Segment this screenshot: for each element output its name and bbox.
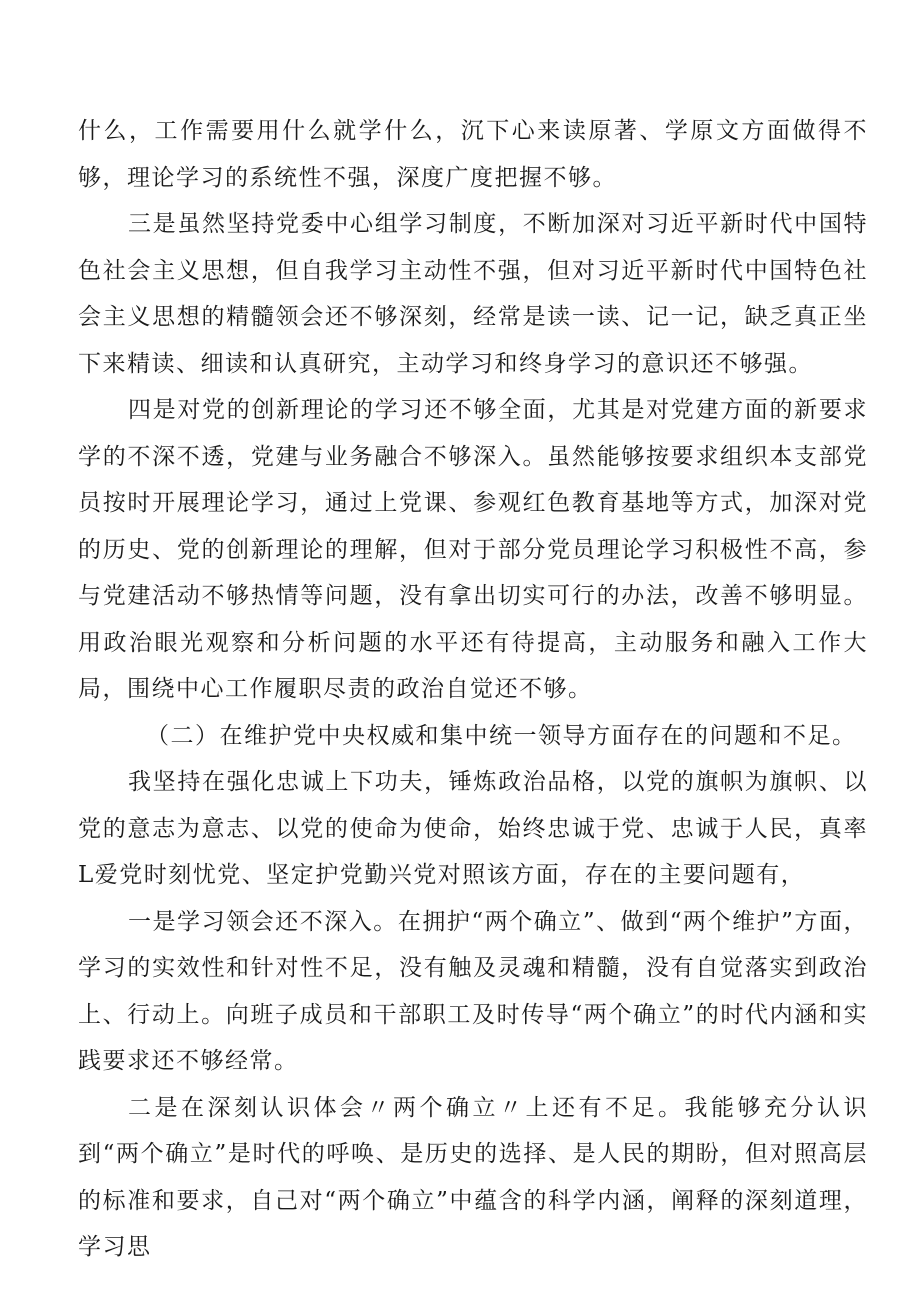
document-body [78, 108, 868, 1271]
paragraph-loyalty: 我坚持在强化忠诚上下功夫，锤炼政治品格，以党的旗帜为旗帜、以党的意志为意志、以党的使命为使命，始终忠诚于党、忠诚于人民，真率L爱党时刻忧党、坚定护党勤兴党对照该方面，存在的主要问题有， [78, 769, 868, 888]
paragraph-continuation: 什么，工作需要用什么就学什么，沉下心来读原著、学原文方面做得不够，理论学习的系统性不强，深度广度把握不够。 [78, 118, 868, 191]
paragraph-point-three: 三是虽然坚持党委中心组学习制度，不断加深对习近平新时代中国特色社会主义思想，但自我学习主动性不强，但对习近平新时代中国特色社会主义思想的精髓领会还不够深刻，经常是读一读、记一记，缺乏真正坐下来精读、细读和认真研究，主动学习和终身学习的意识还不够强。 [78, 211, 868, 377]
paragraph-point-two: 二是在深刻认识体会〃两个确立〃上还有不足。我能够充分认识到“两个确立”是时代的呼唤、是历史的选择、是人民的期盼，但对照高层的标准和要求，自己对“两个确立”中蕴含的科学内涵，阐释的深刻道理，学习思 [78, 1094, 868, 1260]
paragraph-point-four: 四是对党的创新理论的学习还不够全面，尤其是对党建方面的新要求学的不深不透，党建与业务融合不够深入。虽然能够按要求组织本支部党员按时开展理论学习，通过上党课、参观红色教育基地等方式，加深对党的历史、党的创新理论的理解，但对于部分党员理论学习积极性不高，参与党建活动不够热情等问题，没有拿出切实可行的办法，改善不够明显。用政治眼光观察和分析问题的水平还有待提高，主动服务和融入工作大局，围绕中心工作履职尽责的政治自觉还不够。 [78, 397, 868, 702]
paragraph-point-one: 一是学习领会还不深入。在拥护“两个确立”、做到“两个维护”方面，学习的实效性和针对性不足，没有触及灵魂和精髓，没有自觉落实到政治上、行动上。向班子成员和干部职工及时传导“两个确立”的时代内涵和实践要求还不够经常。 [78, 908, 868, 1074]
section-heading-two: （二）在维护党中央权威和集中统一领导方面存在的问题和不足。 [146, 722, 857, 749]
